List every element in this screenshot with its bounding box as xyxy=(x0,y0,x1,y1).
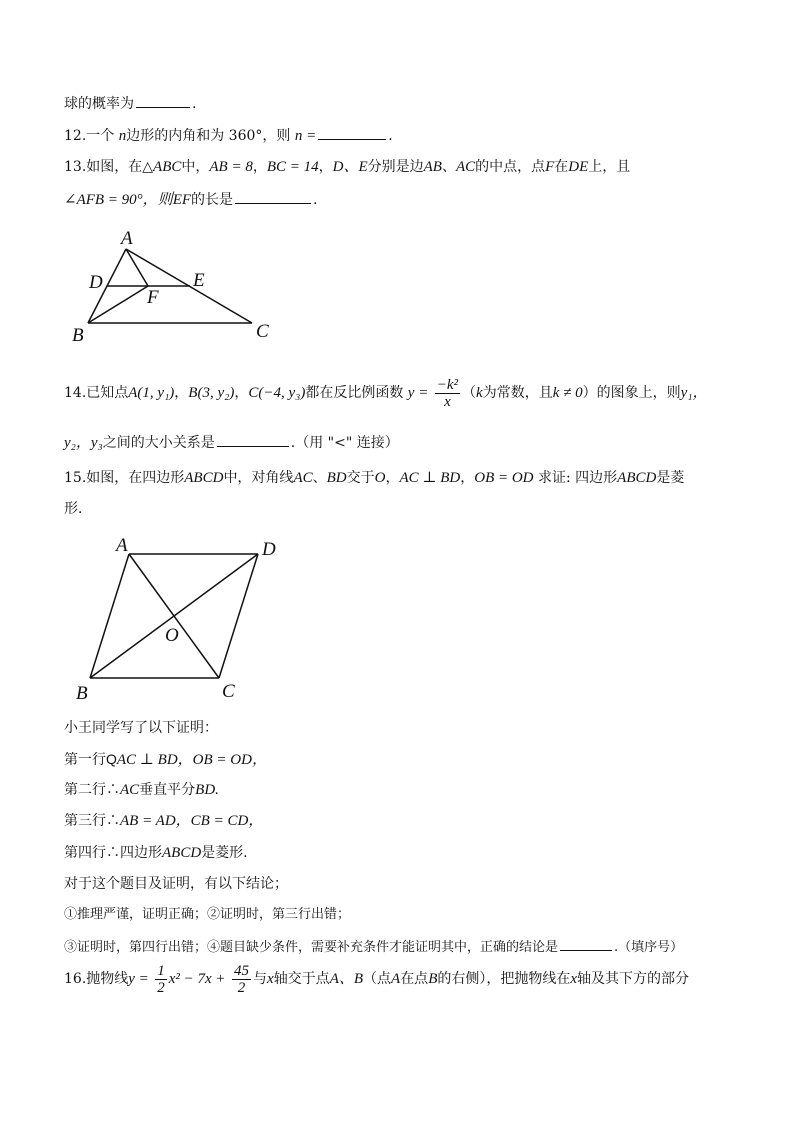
text: 13.如图，在△ xyxy=(64,159,154,175)
text: .（用 "<" 连接） xyxy=(290,435,399,451)
text: .（填序号） xyxy=(614,940,684,955)
math: x xyxy=(570,971,578,987)
symbol: Q xyxy=(106,751,117,767)
denominator: 2 xyxy=(157,979,165,996)
text: ①推理严谨，证明正确；②证明时，第三行出错； xyxy=(64,907,351,922)
text: 第二行∴ xyxy=(64,782,120,798)
label-d: D xyxy=(89,272,103,293)
text: （点 xyxy=(363,971,392,987)
label-a: A xyxy=(121,228,133,249)
math: ABCD xyxy=(184,470,224,486)
answer-blank xyxy=(217,432,289,447)
proof-line-4 xyxy=(64,843,248,863)
fraction xyxy=(232,963,251,996)
math: ∠AFB = 90°，则 xyxy=(64,192,173,208)
options-line-1 xyxy=(64,905,350,925)
math: x xyxy=(267,971,274,987)
fraction xyxy=(435,377,460,410)
text: ）的图象上，则 xyxy=(582,385,681,401)
text: 球的概率为 xyxy=(64,96,134,112)
text: 之间的大小关系是 xyxy=(102,435,215,451)
diagonal-bd xyxy=(90,554,258,678)
answer-blank xyxy=(136,93,190,108)
math: n = xyxy=(294,128,317,144)
question-15: 15.如图，在四边形ABCD中，对角线AC、BD交于O，AC ⊥ BD，OB = OD 求证: 四边形ABCD是菱 xyxy=(64,470,685,486)
label-d: D xyxy=(262,539,276,560)
math: B(3, y₂) xyxy=(188,385,235,401)
segment-ba xyxy=(90,554,129,678)
math: EF xyxy=(172,192,192,208)
text: 求证: 四边形 xyxy=(537,470,618,486)
label-c: C xyxy=(222,681,235,702)
text: 上，且 xyxy=(588,159,631,175)
math: F xyxy=(545,159,555,175)
text: 与 xyxy=(253,971,268,987)
label-c: C xyxy=(256,321,269,342)
answer-blank xyxy=(235,189,311,204)
question-13: 13.如图，在△ABC中，AB = 8，BC = 14，D、E分别是边AB、AC的中点，点F在DE上，且 xyxy=(64,159,631,175)
label-b: B xyxy=(76,683,88,703)
text: 为常数，且 xyxy=(482,385,553,401)
math: O xyxy=(374,470,386,486)
text: 第三行∴ xyxy=(64,813,120,829)
text: 轴交于点 xyxy=(273,971,330,987)
math: OB = OD xyxy=(474,470,534,486)
numerator: 1 xyxy=(157,962,165,979)
math: x² − 7x + xyxy=(168,971,226,987)
answer-blank xyxy=(318,125,386,140)
text-line: 球的概率为 . xyxy=(64,93,196,114)
math: D、E xyxy=(332,159,368,175)
math: A(1, y₁) xyxy=(128,385,175,401)
math: y₂，y₃ xyxy=(64,435,103,451)
segment-af xyxy=(126,249,148,286)
proof-intro xyxy=(64,718,218,738)
fraction xyxy=(155,963,167,996)
math: y₁， xyxy=(680,385,708,401)
proof-line-1 xyxy=(64,749,267,770)
text: 12.一个 xyxy=(64,128,115,144)
numerator: −k² xyxy=(436,376,459,393)
math: AC xyxy=(293,470,313,486)
text: （ xyxy=(462,385,477,401)
text: 分别是边 xyxy=(367,159,424,175)
text: 小王同学写了以下证明： xyxy=(64,720,218,736)
text: 第一行 xyxy=(64,752,106,768)
question-16 xyxy=(64,960,689,998)
text: 的长是 xyxy=(191,192,234,208)
question-13-line2: ∠AFB = 90°，则EF的长是 . xyxy=(64,189,317,210)
denominator: 2 xyxy=(237,979,246,996)
text: 第四行∴四边形 xyxy=(64,845,162,861)
math: B xyxy=(428,971,438,987)
math: BC = 14 xyxy=(266,159,319,175)
math: n xyxy=(118,128,127,144)
denominator: x xyxy=(444,393,451,410)
math: k ≠ 0 xyxy=(552,385,583,401)
triangle-figure xyxy=(66,228,286,348)
segment-dc xyxy=(219,554,258,678)
math: y = xyxy=(407,385,429,401)
numerator: 45 xyxy=(234,962,250,979)
math: BD xyxy=(326,470,347,486)
text: 16.抛物线 xyxy=(64,971,129,987)
text: 14.已知点 xyxy=(64,385,129,401)
text: 在点 xyxy=(400,971,429,987)
question-14: 14.已知点A(1, y₁)，B(3, y₂)，C(−4, y₃)都在反比例函数 y = $\frac{\text{−k²}}{x}$ （k为常数，且k ≠ 0）的图象上，则y₁， xyxy=(64,376,708,410)
text: 对于这个题目及证明，有以下结论； xyxy=(64,876,288,892)
math: AB = AD，CB = CD， xyxy=(120,813,264,829)
text: 垂直平分 xyxy=(139,782,196,798)
text: 中，对角线 xyxy=(223,470,294,486)
conclusion-intro xyxy=(64,874,288,894)
math: AC ⊥ BD，OB = OD， xyxy=(116,752,267,768)
text: 边形的内角和为 360°，则 xyxy=(126,128,291,144)
label-o: O xyxy=(165,625,179,646)
math: AC xyxy=(455,159,476,175)
math: A xyxy=(391,971,401,987)
rhombus-figure xyxy=(70,533,300,703)
math: DE xyxy=(568,159,589,175)
label-a: A xyxy=(116,535,128,556)
math: BD. xyxy=(195,782,219,798)
question-12: 12.一个 n边形的内角和为 360°，则 n = . xyxy=(64,125,393,146)
text: 都在反比例函数 xyxy=(305,385,404,401)
text: 的中点，点 xyxy=(475,159,546,175)
proof-line-2 xyxy=(64,780,219,800)
proof-line-3 xyxy=(64,811,263,831)
text: 在 xyxy=(554,159,569,175)
question-15-line2 xyxy=(64,499,82,519)
math: ABC xyxy=(153,159,182,175)
text: 是菱形. xyxy=(201,845,248,861)
math: ABCD xyxy=(162,845,202,861)
text: 中， xyxy=(181,159,210,175)
label-f: F xyxy=(147,287,159,308)
math: AC xyxy=(120,782,140,798)
label-e: E xyxy=(193,270,205,291)
text: 交于 xyxy=(346,470,375,486)
text: 的右侧），把抛物线在 xyxy=(437,971,571,987)
text: ③证明时，第四行出错；④题目缺少条件，需要补充条件才能证明其中，正确的结论是 xyxy=(64,940,559,955)
math: AB = 8 xyxy=(209,159,253,175)
text: 形. xyxy=(64,501,83,517)
math: k xyxy=(476,385,483,401)
text: 15.如图，在四边形 xyxy=(64,470,185,486)
math: ABCD xyxy=(617,470,657,486)
answer-blank xyxy=(560,936,612,951)
math: AC ⊥ BD xyxy=(399,470,461,486)
math: A、B xyxy=(329,971,364,987)
math: y = xyxy=(128,971,149,987)
options-line-2 xyxy=(64,936,683,958)
label-b: B xyxy=(72,325,84,346)
text: 轴及其下方的部分 xyxy=(577,971,690,987)
text: 是菱 xyxy=(656,470,685,486)
question-14-line2 xyxy=(64,432,399,453)
math: AB xyxy=(423,159,442,175)
math: C(−4, y₃) xyxy=(248,385,306,401)
